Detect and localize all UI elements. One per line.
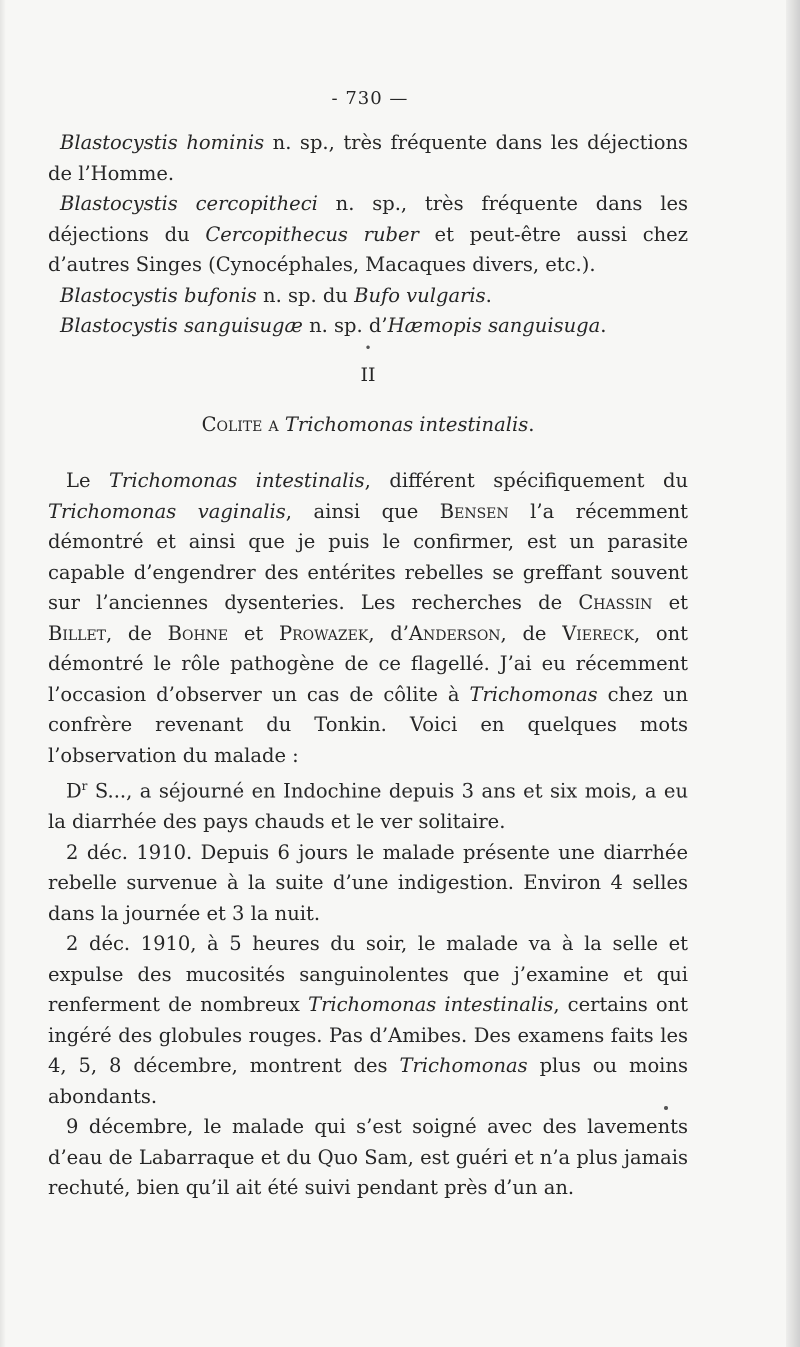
section-title xyxy=(48,410,688,441)
entry-text: . xyxy=(485,283,492,307)
body-paragraph-intro xyxy=(48,466,688,771)
text-run: , de xyxy=(106,621,168,645)
author-name: Prowazek xyxy=(278,621,369,645)
body-paragraph-patient xyxy=(48,771,688,838)
author-name: Viereck xyxy=(562,621,634,645)
text-run: D xyxy=(66,779,82,803)
body-paragraph-dec9: 9 décembre, le malade qui s’est soigné avec des lavements d’eau de Labarraque et du Quo Sam, est guéri et n’a plus jamais rechuté, bien qu’il ait été suivi pendant près d’un an. xyxy=(48,1115,688,1199)
taxon-name: Trichomonas vaginalis xyxy=(48,499,286,523)
page-right-edge xyxy=(786,0,800,1347)
text-run: Le xyxy=(66,469,110,492)
author-name: Bohne xyxy=(167,621,229,645)
author-name: Anderson xyxy=(408,621,501,645)
section-title-prefix: Colite a xyxy=(201,412,285,436)
text-run: , de xyxy=(500,621,563,645)
genus-name: Blastocystis xyxy=(60,192,178,215)
species-name: sanguisugæ xyxy=(184,314,303,337)
section-number: II xyxy=(360,363,376,386)
text-run: chez un confrère revenant du Tonkin. Voici en quelques mots l’observation du malade : xyxy=(48,682,688,767)
entry-text: n. sp. du xyxy=(256,283,355,307)
text-run: , ont démontré le rôle pathogène de ce flagellé. J’ai eu récemment l’occasion d’observer un cas de côlite à xyxy=(48,621,688,706)
taxon-name: Trichomonas xyxy=(469,682,598,706)
entry-text: n. sp., très fréquente dans les déjections du xyxy=(48,192,689,246)
species-entry-cercopitheci xyxy=(48,189,688,281)
text-run: 2 déc. 1910, à 5 heures du soir, le malade va à la selle et expulse des mucosités sanguinolentes que j’examine et qui renferment de nombreux xyxy=(48,932,688,1016)
host-name: Cercopithecus ruber xyxy=(205,222,419,246)
entry-text: et peut-être aussi chez d’autres Singes (Cynocéphales, Macaques divers, etc.). xyxy=(48,222,688,276)
body-paragraph-dec2-evening xyxy=(48,929,688,1112)
page-text xyxy=(48,128,688,1204)
ink-speck xyxy=(664,1106,668,1110)
text-run: et xyxy=(228,621,279,645)
page-number: - 730 — xyxy=(331,88,409,109)
species-name: cercopitheci xyxy=(195,192,318,215)
text-run: , différent spécifiquement du xyxy=(364,469,688,492)
section-title-suffix: . xyxy=(528,412,535,436)
ink-dot: • xyxy=(364,340,372,355)
species-entry-hominis xyxy=(48,128,688,189)
entry-text: n. sp., très fréquente dans les déjections de l’Homme. xyxy=(48,131,689,185)
page-left-edge xyxy=(0,0,6,1347)
superscript: r xyxy=(81,779,88,793)
genus-name: Blastocystis xyxy=(60,314,178,337)
text-run: l’a récemment démontré et ainsi que je puis le confirmer, est un parasite capable d’engendrer des entérites rebelles se greffant souvent sur l’anciennes dysenteries. Les recherches de xyxy=(48,499,688,614)
taxon-name: Trichomonas intestinalis xyxy=(308,993,554,1016)
author-name: Bensen xyxy=(439,499,509,523)
species-name: hominis xyxy=(186,131,265,154)
entry-text: . xyxy=(600,314,607,337)
genus-name: Blastocystis xyxy=(60,283,178,307)
text-run: plus ou moins abondants. xyxy=(48,1054,688,1108)
taxon-name: Trichomonas xyxy=(399,1054,528,1077)
genus-name: Blastocystis xyxy=(60,131,178,154)
host-name: Hæmopis sanguisuga xyxy=(387,314,601,337)
text-run: , certains ont ingéré des globules rouges. Pas d’Amibes. Des examens faits les 4, 5, 8 décembre, montrent des xyxy=(48,993,688,1077)
species-entry-bufonis xyxy=(48,281,688,312)
text-run: S..., a séjourné en Indochine depuis 3 ans et six mois, a eu la diarrhée des pays chauds et le ver solitaire. xyxy=(48,779,688,833)
species-name: bufonis xyxy=(184,283,257,307)
section-title-italic: Trichomonas intestinalis xyxy=(284,412,529,436)
species-entry-sanguisugae xyxy=(48,311,688,342)
text-run: et xyxy=(652,591,688,614)
host-name: Bufo vulgaris xyxy=(354,283,486,307)
text-run: , d’ xyxy=(368,621,409,645)
text-run: , ainsi que xyxy=(285,499,440,523)
entry-text: n. sp. d’ xyxy=(302,314,388,337)
author-name: Billet xyxy=(48,621,107,645)
body-paragraph-dec2-morning: 2 déc. 1910. Depuis 6 jours le malade présente une diarrhée rebelle survenue à la suite d’une indigestion. Environ 4 selles dans la journée et 3 la nuit. xyxy=(48,840,688,925)
author-name: Chassin xyxy=(578,591,653,614)
taxon-name: Trichomonas intestinalis xyxy=(109,469,365,492)
